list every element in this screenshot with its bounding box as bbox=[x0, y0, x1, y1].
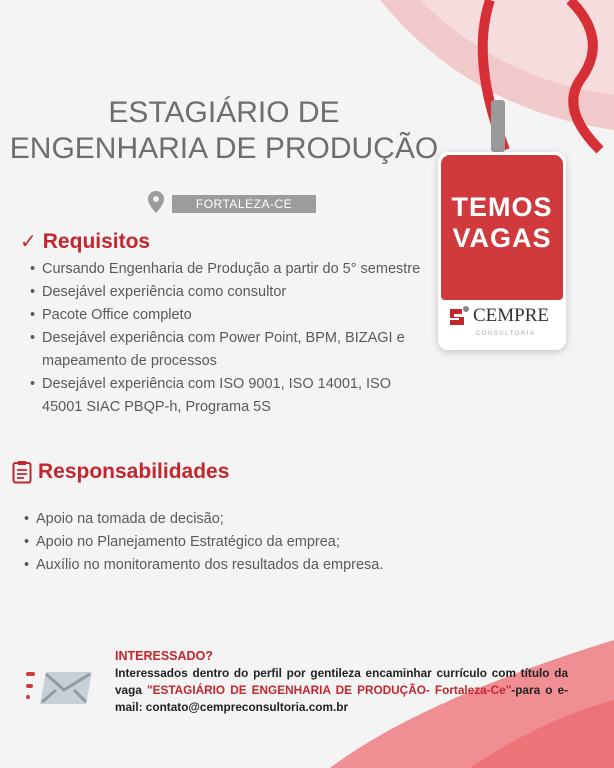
location-badge: FORTALEZA-CE bbox=[172, 195, 316, 213]
requisitos-list bbox=[30, 258, 422, 419]
contact-section: INTERESSADO? Interessados dentro do perfil por gentileza encaminhar currículo com título da vaga "ESTAGIÁRIO DE ENGENHARIA DE PRODUÇÃO- Fortaleza-Ce"-para o e-mail: contato@cempreconsultoria.com.br bbox=[115, 649, 568, 714]
contact-heading: INTERESSADO? bbox=[115, 649, 213, 663]
list-item: • Desejável experiência com Power Point, BPM, BIZAGI e mapeamento de processos bbox=[30, 327, 422, 373]
list-item: • Apoio no Planejamento Estratégico da emprea; bbox=[24, 531, 454, 554]
list-item: • Pacote Office completo bbox=[30, 304, 422, 327]
logo-subtitle: CONSULTORIA bbox=[476, 331, 536, 337]
location-pin-icon bbox=[148, 191, 164, 213]
clip bbox=[491, 100, 505, 152]
cempre-logo: CEMPRE bbox=[448, 304, 549, 328]
hiring-badge: TEMOS VAGAS CEMPRE CONSULTORIA bbox=[438, 152, 566, 350]
list-item: • Desejável experiência com ISO 9001, ISO 14001, ISO 45001 SIAC PBQP-h, Programa 5S bbox=[30, 373, 422, 419]
list-item: • Desejável experiência como consultor bbox=[30, 281, 422, 304]
list-item: • Apoio na tomada de decisão; bbox=[24, 508, 454, 531]
mail-icon bbox=[24, 668, 96, 708]
responsabilidades-list bbox=[24, 508, 454, 577]
page-title: ESTAGIÁRIO DE ENGENHARIA DE PRODUÇÃO bbox=[9, 96, 439, 165]
list-item: • Auxílio no monitoramento dos resultados da empresa. bbox=[24, 554, 454, 577]
responsabilidades-heading: Responsabilidades bbox=[12, 460, 229, 484]
check-icon: ✓ bbox=[20, 231, 37, 253]
requisitos-heading: ✓ Requisitos bbox=[20, 229, 151, 253]
clipboard-icon bbox=[12, 460, 32, 484]
list-item: • Cursando Engenharia de Produção a partir do 5° semestre bbox=[30, 258, 422, 281]
